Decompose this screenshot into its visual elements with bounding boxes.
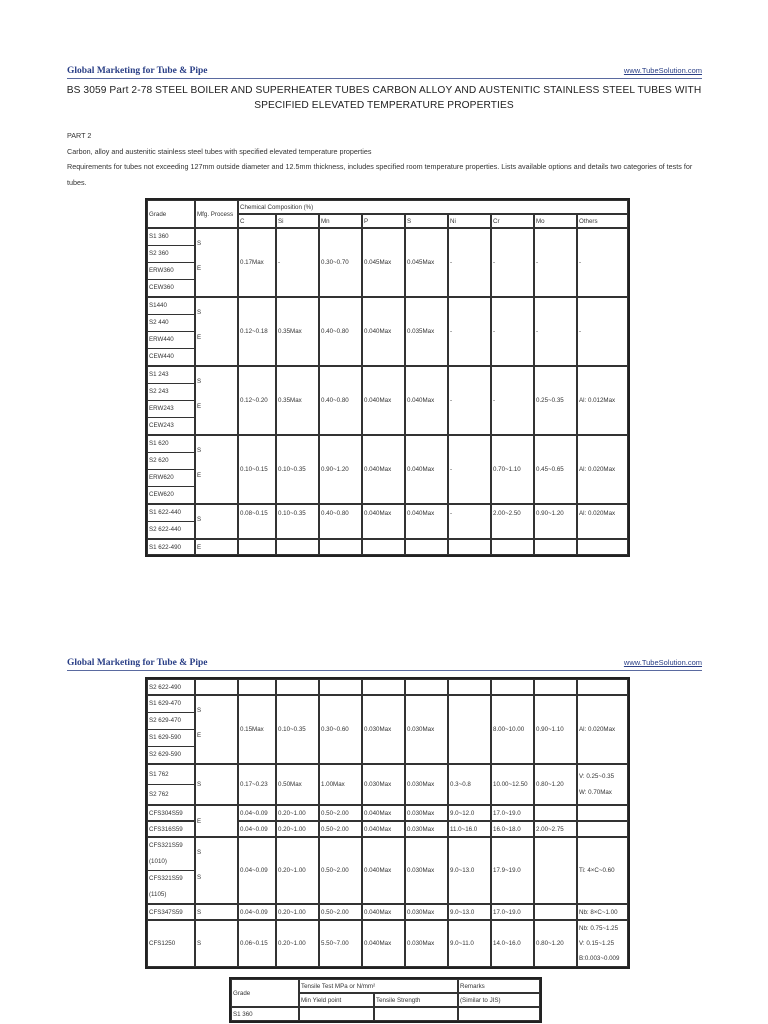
table-row: CFS304S59 E 0.04~0.09 0.20~1.00 0.50~2.00 0.040Max 0.030Max 9.0~12.0 17.0~19.0 (147, 805, 628, 821)
grade-cell: S1 629-470 S2 629-470 S1 629-590 S2 629-590 (147, 695, 195, 764)
header-tensile-test: Tensile Test MPa or N/mm² (299, 979, 458, 993)
table-row: S1 243 S2 243 ERW243 CEW243 S E 0.12~0.20 0.35Max 0.40~0.80 0.040Max 0.040Max - - 0.25~0.35 Al: 0.012Max (147, 366, 628, 435)
part-label: PART 2 (67, 131, 92, 140)
grade-cell: S1 622-440 S2 622-440 (147, 504, 195, 539)
header-mfg-process: Mfg. Process (195, 200, 238, 228)
document-title: BS 3059 Part 2-78 STEEL BOILER AND SUPERHEATER TUBES CARBON ALLOY AND AUSTENITIC STAINLESS STEEL TUBES WITH SPECIFIED ELEVATED TEMPERATURE PROPERTIES (66, 85, 702, 111)
header-rule (67, 78, 702, 79)
others-cell: Nb: 0.75~1.25 V: 0.15~1.25 B:0.003~0.009 (577, 920, 628, 967)
grade-cell: S1 243 S2 243 ERW243 CEW243 (147, 366, 195, 435)
chemical-composition-table-continued (145, 677, 630, 969)
header-similar-jis: (Similar to JIS) (458, 993, 540, 1007)
header-chemical-composition: Chemical Composition (%) (238, 200, 628, 214)
grade-cell: S1 360 S2 360 ERW360 CEW360 (147, 228, 195, 297)
table-row: S1 620 S2 620 ERW620 CEW620 S E 0.10~0.15 0.10~0.35 0.90~1.20 0.040Max 0.040Max - 0.70~1.10 0.45~0.65 Al: 0.020Max (147, 435, 628, 504)
tensile-test-table (229, 977, 542, 1023)
page-header-2 (67, 658, 702, 668)
table-row: S1 622-440 S2 622-440 S 0.08~0.15 0.10~0.35 0.40~0.80 0.040Max 0.040Max - 2.00~2.50 0.90~1.20 Al: 0.020Max (147, 504, 628, 539)
mfg-cell: S E (195, 228, 238, 297)
others-cell: V: 0.25~0.35 W: 0.70Max (577, 764, 628, 805)
header-tensile-strength: Tensile Strength (374, 993, 458, 1007)
mfg-cell: S (195, 504, 238, 539)
intro-text (67, 128, 702, 190)
grade-cell: S1 620 S2 620 ERW620 CEW620 (147, 435, 195, 504)
grade-cell: CFS321S59 (1010) CFS321S59 (1105) (147, 837, 195, 904)
mfg-cell: S E (195, 695, 238, 764)
table-row: CFS321S59 (1010) CFS321S59 (1105) S S 0.04~0.09 0.20~1.00 0.50~2.00 0.040Max 0.030Max 9.0~13.0 17.9~19.0 Ti: 4×C~0.60 (147, 837, 628, 904)
mfg-cell: S E (195, 435, 238, 504)
table-row: S1 360 S2 360 ERW360 CEW360 S E 0.17Max - 0.30~0.70 0.045Max 0.045Max - - - - (147, 228, 628, 297)
table-row: S1440 S2 440 ERW440 CEW440 S E 0.12~0.18 0.35Max 0.40~0.80 0.040Max 0.035Max - - - - (147, 297, 628, 366)
page-header (67, 66, 702, 76)
table-row: S1 360 (231, 1007, 540, 1021)
grade-cell: S1440 S2 440 ERW440 CEW440 (147, 297, 195, 366)
header-grade: Grade (231, 979, 299, 1007)
mfg-cell: S E (195, 366, 238, 435)
header-remarks: Remarks (458, 979, 540, 993)
table-row: CFS347S59 S 0.04~0.09 0.20~1.00 0.50~2.00 0.040Max 0.030Max 9.0~13.0 17.0~19.0 Nb: 8×C~1.00 (147, 904, 628, 920)
header-min-yield: Min Yield point (299, 993, 374, 1007)
grade-cell: S1 762 S2 762 (147, 764, 195, 805)
element-header-row: C Si Mn P S Ni Cr Mo Others (147, 214, 628, 228)
site-link[interactable]: www.TubeSolution.com (623, 66, 702, 75)
brand-name: Global Marketing for Tube & Pipe (67, 66, 208, 76)
table-row: S2 622-490 (147, 679, 628, 695)
table-row: S1 629-470 S2 629-470 S1 629-590 S2 629-590 S E 0.15Max 0.10~0.35 0.30~0.60 0.030Max 0.030Max 8.00~10.00 0.90~1.10 Al: 0.020Max (147, 695, 628, 764)
mfg-cell: S E (195, 297, 238, 366)
intro-line-1: Carbon, alloy and austenitic stainless steel tubes with specified elevated temperature properties (67, 146, 372, 156)
mfg-cell: S S (195, 837, 238, 904)
intro-line-2: Requirements for tubes not exceeding 127mm outside diameter and 12.5mm thickness, includes specified room temperature properties. Lists available options and details two categories of tests for tubes. (67, 162, 693, 187)
table-row: CFS316S59 0.04~0.09 0.20~1.00 0.50~2.00 0.040Max 0.030Max 11.0~16.0 16.0~18.0 2.00~2.75 (147, 821, 628, 837)
header-grade: Grade (147, 200, 195, 228)
table-row: S1 762 S2 762 S 0.17~0.23 0.50Max 1.00Max 0.030Max 0.030Max 0.3~0.8 10.00~12.50 0.80~1.20 V: 0.25~0.35 W: 0.70Max (147, 764, 628, 805)
chemical-composition-table (145, 198, 630, 557)
site-link[interactable]: www.TubeSolution.com (623, 658, 702, 667)
table-row: S1 622-490 E (147, 539, 628, 555)
brand-name: Global Marketing for Tube & Pipe (67, 658, 208, 668)
table-row: CFS1250 S 0.06~0.15 0.20~1.00 5.50~7.00 0.040Max 0.030Max 9.0~11.0 14.0~16.0 0.80~1.20 Nb: 0.75~1.25 V: 0.15~1.25 B:0.003~0.009 (147, 920, 628, 967)
header-rule (67, 670, 702, 671)
